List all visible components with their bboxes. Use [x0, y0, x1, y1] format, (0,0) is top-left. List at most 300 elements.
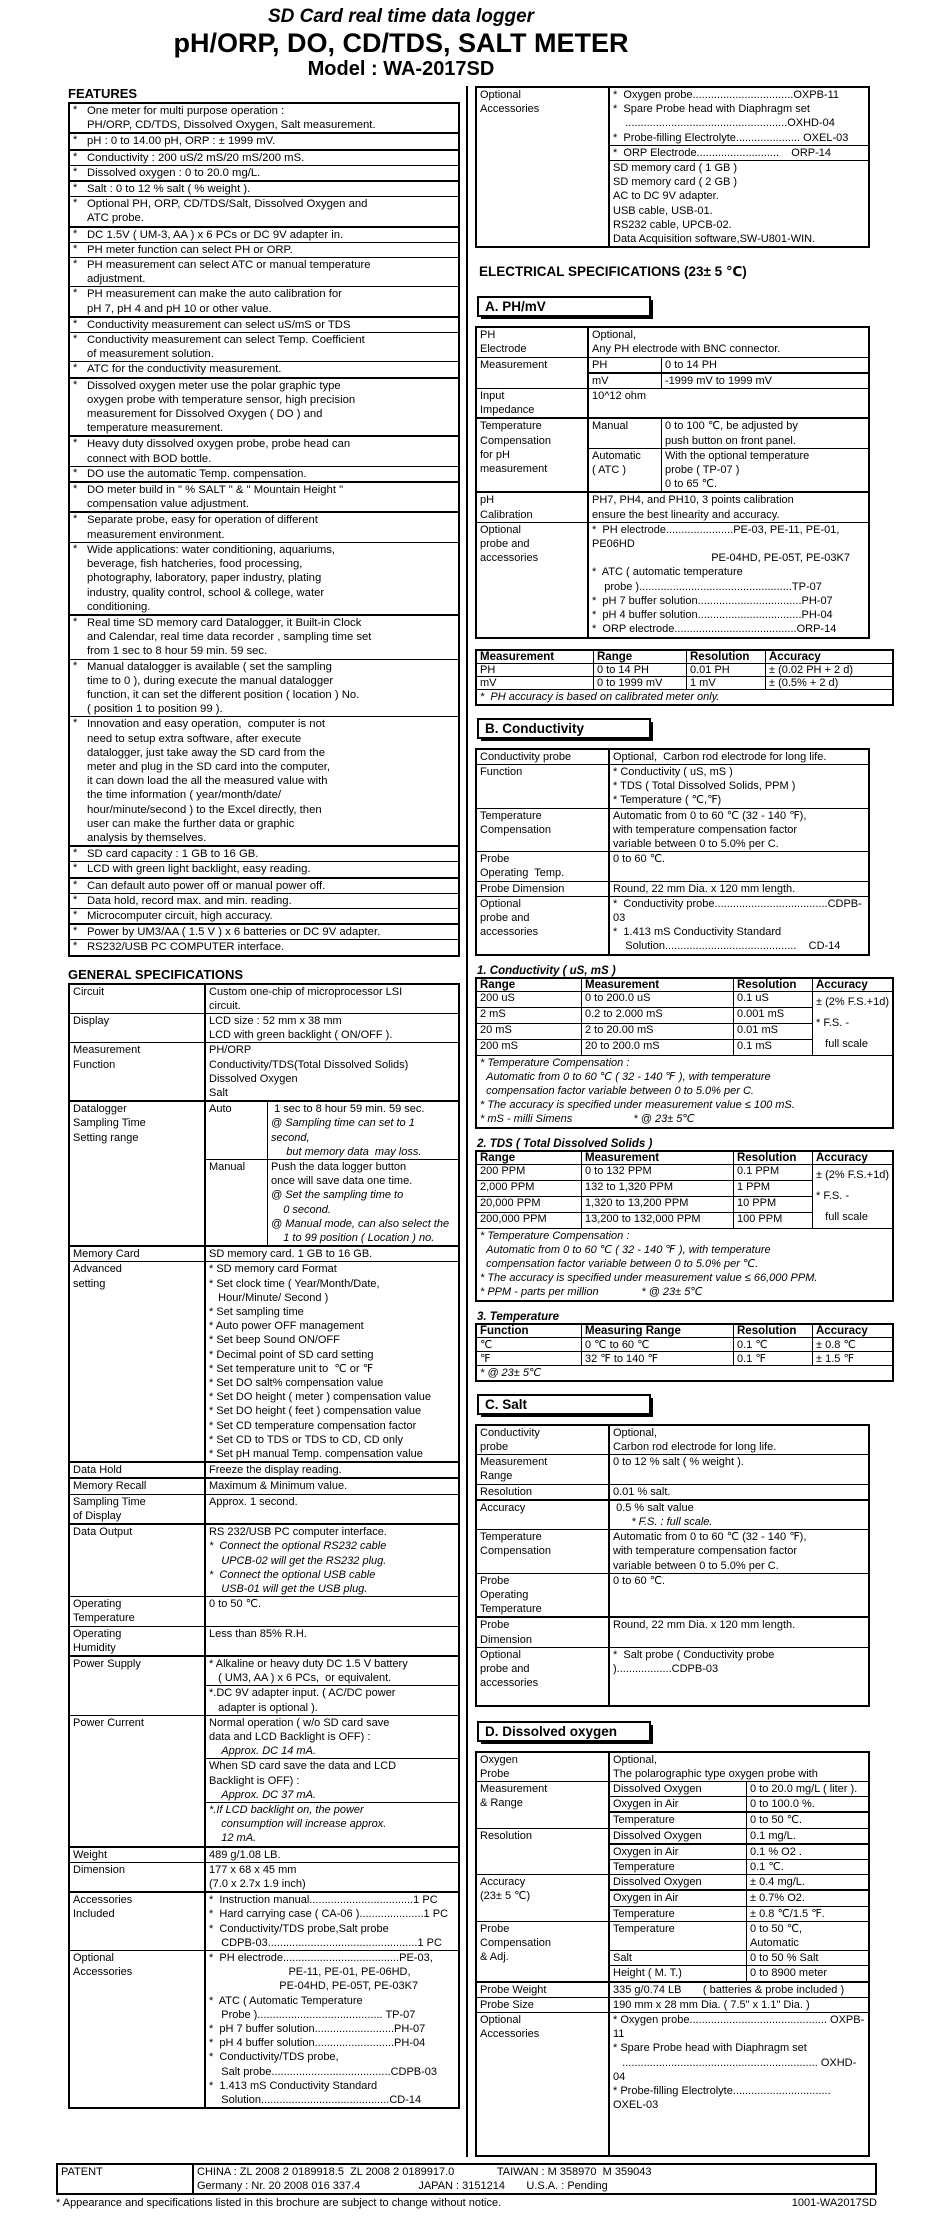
spec-subvalue [747, 1829, 868, 1843]
text-line: * pH 7 buffer solution..................................PH-07 [592, 594, 833, 607]
grid-header-cell: Function [476, 1324, 582, 1338]
grid-header-cell: Accuracy [813, 978, 894, 992]
spec-label [70, 1247, 206, 1261]
feature-item [70, 196, 458, 225]
spec-value [206, 1597, 458, 1625]
text-line: Conductivity [480, 1426, 540, 1439]
spec-subrow [589, 358, 868, 372]
feature-item [70, 316, 458, 332]
text-line: Push the data logger button [271, 1161, 407, 1174]
text-line: * Probe-filling Electrolyte................................ OXEL-03 [613, 2085, 834, 2112]
spec-value [610, 1648, 868, 1705]
text-line: Probe [480, 1619, 510, 1632]
spec-subkey [206, 1102, 268, 1159]
text-line: 335 g/0.74 LB ( batteries & probe included ) [613, 1983, 845, 1996]
spec-label [70, 1014, 206, 1042]
text-line: datalogger, just take away the SD card from the [87, 746, 325, 759]
text-line: photography, laboratory, paper industry, plating [87, 572, 322, 585]
section-c-label: C. Salt [477, 1394, 651, 1415]
grid-cell: 100 PPM [734, 1212, 813, 1228]
spec-label [477, 1485, 610, 1499]
grid-cell: 0 to 14 PH [594, 663, 687, 676]
spec-row [70, 1596, 458, 1625]
spec-subkey [589, 419, 662, 447]
text-line: Data Output [73, 1526, 133, 1539]
text-line: Dissolved oxygen meter use the polar graphic type [87, 379, 341, 392]
spec-subkey [610, 1845, 747, 1859]
text-line: measurement [480, 463, 548, 476]
text-line: Automatic from 0 to 60 ℃ (32 - 140 ℉), [613, 1531, 807, 1544]
grid-cell: 0 to 1999 mV [594, 676, 687, 689]
feature-text [87, 151, 458, 165]
spec-value [206, 1102, 458, 1245]
text-line: 177 x 68 x 45 mm [209, 1863, 297, 1876]
text-line: ATC for the conductivity measurement. [87, 363, 282, 376]
spec-value [206, 1043, 458, 1100]
text-line: Oxygen in Air [613, 1892, 679, 1905]
spec-label [477, 897, 610, 954]
spec-row [477, 328, 868, 356]
spec-row [477, 1647, 868, 1705]
text-line: 0 to 50 ℃, [750, 1922, 803, 1935]
spec-subrow [610, 1829, 868, 1843]
text-line: with temperature compensation factor [613, 823, 798, 836]
text-line: once will save data one time. [271, 1175, 413, 1188]
feature-item [70, 877, 458, 893]
grid-cell: 200 uS [476, 991, 582, 1007]
spec-subkey [610, 1797, 747, 1811]
spec-value [589, 389, 868, 417]
text-line: Probe [480, 1767, 510, 1780]
text-line [613, 1690, 865, 1704]
spec-value [610, 1530, 868, 1573]
text-line: adjustment. [87, 273, 146, 286]
text-line: Measurement [480, 1456, 548, 1469]
spec-value [610, 1829, 868, 1875]
feature-bullet: * [73, 134, 78, 147]
grid-cell: PH [476, 663, 594, 676]
spec-subrow [589, 372, 868, 388]
header [56, 6, 746, 80]
electrical-specs-heading: ELECTRICAL SPECIFICATIONS (23± 5 ℃) [479, 264, 747, 280]
grid-cell: 2,000 PPM [476, 1180, 582, 1196]
text-line: 0 to 60 ℃. [613, 1574, 666, 1587]
text-line: Data Acquisition software,SW-U801-WIN. [613, 233, 816, 246]
feature-bullet: * [73, 893, 78, 906]
feature-bullet: * [73, 182, 78, 195]
text-line: Approx. DC 14 mA. [209, 1745, 316, 1758]
text-line: .....................................................OXHD-04 [613, 117, 835, 130]
right-column [466, 86, 889, 2157]
text-line: Automatic from 0 to 60 ℃ ( 32 - 140 ℉ ), with temperature [480, 1070, 771, 1083]
text-line: Conductivity probe [480, 750, 572, 763]
text-line: * PPM - parts per million * @ 23± 5℃ [480, 1286, 703, 1299]
text-line: * ATC ( automatic temperature [592, 566, 743, 579]
text-line: Input [480, 390, 505, 403]
spec-subkey [610, 1813, 747, 1827]
text-line: ATC probe. [87, 212, 144, 225]
spec-value-part [206, 1802, 458, 1846]
feature-bullet: * [73, 287, 78, 300]
grid-cell: 0.1 mS [734, 1039, 813, 1055]
dissolved-oxygen-spec-table [475, 1751, 870, 2157]
text-line: PH [592, 358, 608, 371]
text-line: Accessories [480, 2028, 540, 2041]
text-line: Temperature [73, 1612, 135, 1625]
spec-subkey [610, 1922, 747, 1950]
text-line: ( UM3, AA ) x 6 PCs, or equivalent. [209, 1672, 392, 1685]
spec-label [477, 809, 610, 852]
text-line: * Conductivity/TDS probe,Salt probe [209, 1922, 389, 1935]
spec-subrow [610, 1875, 868, 1889]
grid-cell: 13,200 to 132,000 PPM [582, 1212, 734, 1228]
text-line: from 1 sec to 8 hour 59 min. 59 sec. [87, 645, 268, 658]
text-line: accessories [480, 1677, 539, 1690]
text-line: measurement environment. [87, 528, 225, 541]
spec-subkey [610, 1966, 747, 1980]
text-line: 0.1 % O2 . [750, 1845, 802, 1858]
grid-cell: 0.01 PH [687, 663, 766, 676]
text-line: adapter is optional ). [209, 1701, 318, 1714]
feature-bullet: * [73, 513, 78, 526]
text-line: Resolution [480, 1485, 532, 1498]
grid-header-row [476, 1151, 893, 1165]
text-line: Conductivity : 200 uS/2 mS/20 mS/200 mS. [87, 151, 305, 164]
text-line: Temperature [613, 1922, 675, 1935]
text-line: Solution..........................................CD-14 [209, 2094, 422, 2107]
feature-item [70, 923, 458, 939]
spec-value [206, 1262, 458, 1461]
spec-row [70, 1846, 458, 1862]
spec-value-part [206, 1716, 458, 1759]
text-line: for pH [480, 448, 510, 461]
spec-row [477, 357, 868, 388]
feature-bullet: * [73, 362, 78, 375]
spec-value-part [206, 1685, 458, 1714]
spec-value [206, 1525, 458, 1596]
feature-item [70, 466, 458, 481]
text-line: * Conductivity probe.....................................CDPB-03 [613, 897, 862, 924]
spec-value [610, 765, 868, 808]
text-line: of Display [73, 1509, 122, 1522]
spec-value [610, 88, 868, 246]
feature-text [87, 862, 458, 876]
text-line: oxygen probe with temperature sensor, high precision [87, 393, 356, 406]
spec-subrow [206, 1102, 458, 1159]
text-line: SD memory card ( 2 GB ) [613, 176, 738, 189]
text-line: PE-04HD, PE-05T, PE-03K7 [592, 552, 850, 565]
text-line [613, 2112, 865, 2126]
feature-text [87, 197, 458, 225]
spec-value [206, 1848, 458, 1862]
spec-row [70, 1461, 458, 1477]
text-line: * Set CD temperature compensation factor [209, 1419, 417, 1432]
two-column-body [56, 86, 941, 2157]
text-line: PE-11, PE-01, PE-06HD, [209, 1966, 411, 1979]
spec-label [58, 2165, 194, 2193]
grid-cell: 1 mV [687, 676, 766, 689]
spec-subkey [610, 1829, 747, 1843]
spec-value [610, 750, 868, 764]
feature-bullet: * [73, 466, 78, 479]
text-line: Temperature [480, 1531, 542, 1544]
text-line: The polarographic type oxygen probe with [613, 1767, 818, 1780]
text-line: @ Set the sampling time to [271, 1189, 404, 1202]
text-line: Data Hold [73, 1464, 122, 1477]
text-line: Setting range [73, 1131, 139, 1144]
text-line: Measurement [480, 358, 548, 371]
grid-header-cell: Range [476, 978, 582, 992]
text-line: Automatic [750, 1937, 799, 1950]
spec-value [206, 1657, 458, 1715]
grid-cell: 200 PPM [476, 1164, 582, 1180]
text-line: Probe Size [480, 1998, 534, 2011]
feature-text [87, 228, 458, 242]
spec-value [610, 882, 868, 896]
text-line: analysis by themselves. [87, 831, 207, 844]
spec-row [477, 1753, 868, 1781]
spec-value-part [610, 88, 868, 145]
spec-row [477, 764, 868, 808]
feature-bullet: * [73, 483, 78, 496]
ph-mv-spec-table [475, 326, 870, 638]
text-line: Round, 22 mm Dia. x 120 mm length. [613, 882, 796, 895]
spec-label [477, 852, 610, 880]
text-line: Freeze the display reading. [209, 1464, 342, 1477]
text-line: * Salt probe ( Conductivity probe )..................CDPB-03 [613, 1648, 778, 1676]
text-line: Temperature [480, 420, 542, 433]
spec-subvalue [747, 1875, 868, 1889]
grid-cell: 2 mS [476, 1007, 582, 1023]
grid-cell: 0.1 ℃ [734, 1337, 813, 1351]
feature-text [87, 909, 458, 923]
text-line: ( ATC ) [592, 464, 627, 477]
text-line: 0 to 8900 meter [750, 1967, 828, 1980]
text-line: Range [480, 1470, 513, 1483]
spec-label [70, 1716, 206, 1846]
spec-value [610, 1782, 868, 1828]
text-line: -1999 mV to 1999 mV [665, 374, 773, 387]
text-line: hour/minute/second ) to the Excel directly, then [87, 803, 322, 816]
spec-row [70, 1655, 458, 1715]
features-list [68, 102, 460, 957]
spec-value-part [206, 1657, 458, 1685]
spec-value [206, 985, 458, 1013]
text-line: * @ 23± 5℃ [480, 1366, 542, 1379]
tagline: SD Card real time data logger [267, 6, 535, 27]
text-line: * Temperature ( ℃,℉) [613, 794, 722, 807]
text-line: 0 to 100 ℃, be adjusted by [665, 420, 798, 433]
spec-label [477, 1983, 610, 1997]
text-line: DO use the automatic Temp. compensation. [87, 467, 307, 480]
tds-range-table [475, 1150, 889, 1302]
text-line: * Oxygen probe............................................. OXPB-11 [613, 2014, 865, 2041]
spec-row [477, 808, 868, 852]
feature-bullet: * [73, 242, 78, 255]
text-line: 10^12 ohm [592, 390, 647, 403]
text-line: Humidity [73, 1641, 116, 1654]
grid-cell: 0 to 132 PPM [582, 1164, 734, 1180]
text-line: PATENT [61, 2166, 103, 2179]
spec-row [58, 2165, 875, 2193]
text-line: Operating Temp. [480, 867, 565, 880]
text-line: Memory Recall [73, 1480, 147, 1493]
text-line: * Set pH manual Temp. compensation value [209, 1448, 423, 1461]
spec-subvalue [747, 1966, 868, 1980]
text-line: * Spare Probe head with Diaphragm set [613, 103, 810, 116]
text-line [613, 2127, 865, 2141]
text-line: Temperature [613, 1907, 675, 1920]
text-line: Automatic [592, 449, 641, 462]
text-line: 0 to 50 % Salt [750, 1952, 819, 1965]
text-line: * PH electrode......................PE-03, PE-11, PE-01, PE06HD [592, 523, 843, 551]
spec-label [477, 1426, 610, 1454]
feature-item [70, 861, 458, 876]
grid-cell: ℉ [476, 1351, 582, 1365]
text-line: * pH 7 buffer solution..........................PH-07 [209, 2023, 426, 2035]
feature-bullet: * [73, 717, 78, 730]
text-line: Power by UM3/AA ( 1.5 V ) x 6 batteries or DC 9V adapter. [87, 926, 381, 939]
spec-subvalue [662, 374, 868, 388]
feature-text [87, 243, 458, 257]
feature-bullet: * [73, 437, 78, 450]
page-title: pH/ORP, DO, CD/TDS, SALT METER [173, 28, 629, 58]
text-line: Impedance [480, 404, 535, 417]
text-line: variable between 0 to 5.0% per C. [613, 837, 779, 850]
spec-subvalue [747, 1860, 868, 1874]
spec-subrow [610, 1922, 868, 1950]
text-line: PH [480, 329, 496, 342]
grid-cell: 1 PPM [734, 1180, 813, 1196]
text-line: DO meter build in " % SALT " & " Mountain Height " [87, 484, 344, 497]
feature-text [87, 333, 458, 361]
feature-text [87, 940, 458, 954]
text-line: Datalogger [73, 1103, 127, 1116]
spec-subkey [589, 358, 662, 372]
range-grid [475, 1323, 894, 1382]
text-line: data and LCD Backlight is OFF) : [209, 1730, 371, 1743]
spec-subkey [589, 449, 662, 492]
spec-row [70, 1494, 458, 1523]
text-line: * ATC ( Automatic Temperature [209, 1994, 363, 2007]
spec-value [206, 1893, 458, 1950]
feature-item [70, 659, 458, 717]
conductivity-spec-table [475, 748, 870, 956]
grid-row [476, 663, 893, 676]
spec-value [589, 493, 868, 521]
text-line: the time information ( year/month/date/ [87, 789, 282, 802]
text-line: Display [73, 1014, 110, 1027]
text-line: * Set CD to TDS or TDS to CD, CD only [209, 1433, 403, 1446]
text-line: Dimension [480, 1633, 532, 1646]
text-line: Dimension [73, 1863, 125, 1876]
text-line: * Connect the optional USB cable [209, 1568, 376, 1581]
grid-cell: 132 to 1,320 PPM [582, 1180, 734, 1196]
spec-label [477, 88, 610, 246]
feature-text [87, 104, 458, 132]
feature-text [87, 616, 458, 659]
spec-label [70, 1043, 206, 1100]
text-line: Resolution [480, 1829, 532, 1842]
text-line: Circuit [73, 985, 105, 998]
text-line: ± 0.7% O2. [750, 1892, 805, 1905]
spec-row [477, 1499, 868, 1529]
spec-row [70, 1715, 458, 1846]
feature-text [87, 467, 458, 481]
text-line: Real time SD memory card Datalogger, it Built-in Clock [87, 616, 362, 629]
text-line: pH [480, 494, 495, 507]
grid-header-cell: Resolution [734, 1151, 813, 1165]
text-line: * pH 4 buffer solution..................................PH-04 [592, 609, 833, 622]
grid-footnote-row [476, 1055, 893, 1128]
text-line: Probe Dimension [480, 882, 565, 895]
spec-row [477, 896, 868, 954]
grid-cell: 2 to 20.00 mS [582, 1023, 734, 1039]
spec-row [477, 881, 868, 896]
feature-text [87, 379, 458, 436]
text-line: * The accuracy is specified under measurement value ≤ 100 mS. [480, 1099, 795, 1112]
spec-label [477, 1574, 610, 1617]
text-line: pH : 0 to 14.00 pH, ORP : ± 1999 mV. [87, 135, 276, 148]
spec-row [477, 1997, 868, 2012]
salt-spec-table [475, 1424, 870, 1707]
text-line: * Temperature Compensation : [480, 1229, 630, 1242]
spec-label [477, 523, 589, 637]
spec-value [610, 1998, 868, 2012]
spec-value [610, 1875, 868, 1921]
spec-value [194, 2165, 875, 2193]
text-line: * The accuracy is specified under measurement value ≤ 66,000 PPM. [480, 1272, 818, 1285]
grid-header-cell: Resolution [734, 978, 813, 992]
grid-cell: ± (0.5% + 2 d) [766, 676, 894, 689]
feature-item [70, 939, 458, 954]
spec-value [206, 1463, 458, 1477]
text-line: Operating [73, 1598, 122, 1611]
spec-row [477, 750, 868, 764]
spec-label [477, 1875, 610, 1921]
grid-merged-accuracy-cell [813, 991, 894, 1055]
text-line: Oxygen in Air [613, 1845, 679, 1858]
text-line: Optional PH, ORP, CD/TDS/Salt, Dissolved Oxygen and [87, 198, 368, 211]
feature-text [87, 287, 458, 315]
grid-row [476, 676, 893, 689]
feature-text [87, 879, 458, 893]
patent-table [56, 2163, 877, 2195]
text-line: Salt probe.......................................CDPB-03 [209, 2065, 438, 2078]
text-line: * Decimal point of SD card setting [209, 1348, 374, 1361]
text-line: circuit. [209, 999, 241, 1012]
spec-row [70, 1245, 458, 1261]
text-line: With the optional temperature [665, 449, 810, 462]
text-line: PE-04HD, PE-05T, PE-03K7 [209, 1980, 419, 1993]
grid-cell: 0 ℃ to 60 ℃ [582, 1337, 734, 1351]
text-line: Measurement [480, 1783, 548, 1796]
spec-subrow [610, 1906, 868, 1921]
section-b-label: B. Conductivity [477, 718, 651, 739]
feature-bullet: * [73, 378, 78, 391]
text-line: Separate probe, easy for operation of different [87, 514, 318, 527]
spec-row [70, 1950, 458, 2107]
text-line: Salt [613, 1952, 632, 1965]
text-line: PH/ORP [209, 1044, 252, 1057]
text-line: ± (2% F.S.+1d) [816, 995, 889, 1008]
spec-subrow [610, 1796, 868, 1811]
text-line: Operating [480, 1589, 529, 1602]
spec-label [70, 1479, 206, 1493]
spec-row [477, 1981, 868, 1997]
spec-value [610, 1922, 868, 1981]
text-line: Function [480, 765, 523, 778]
